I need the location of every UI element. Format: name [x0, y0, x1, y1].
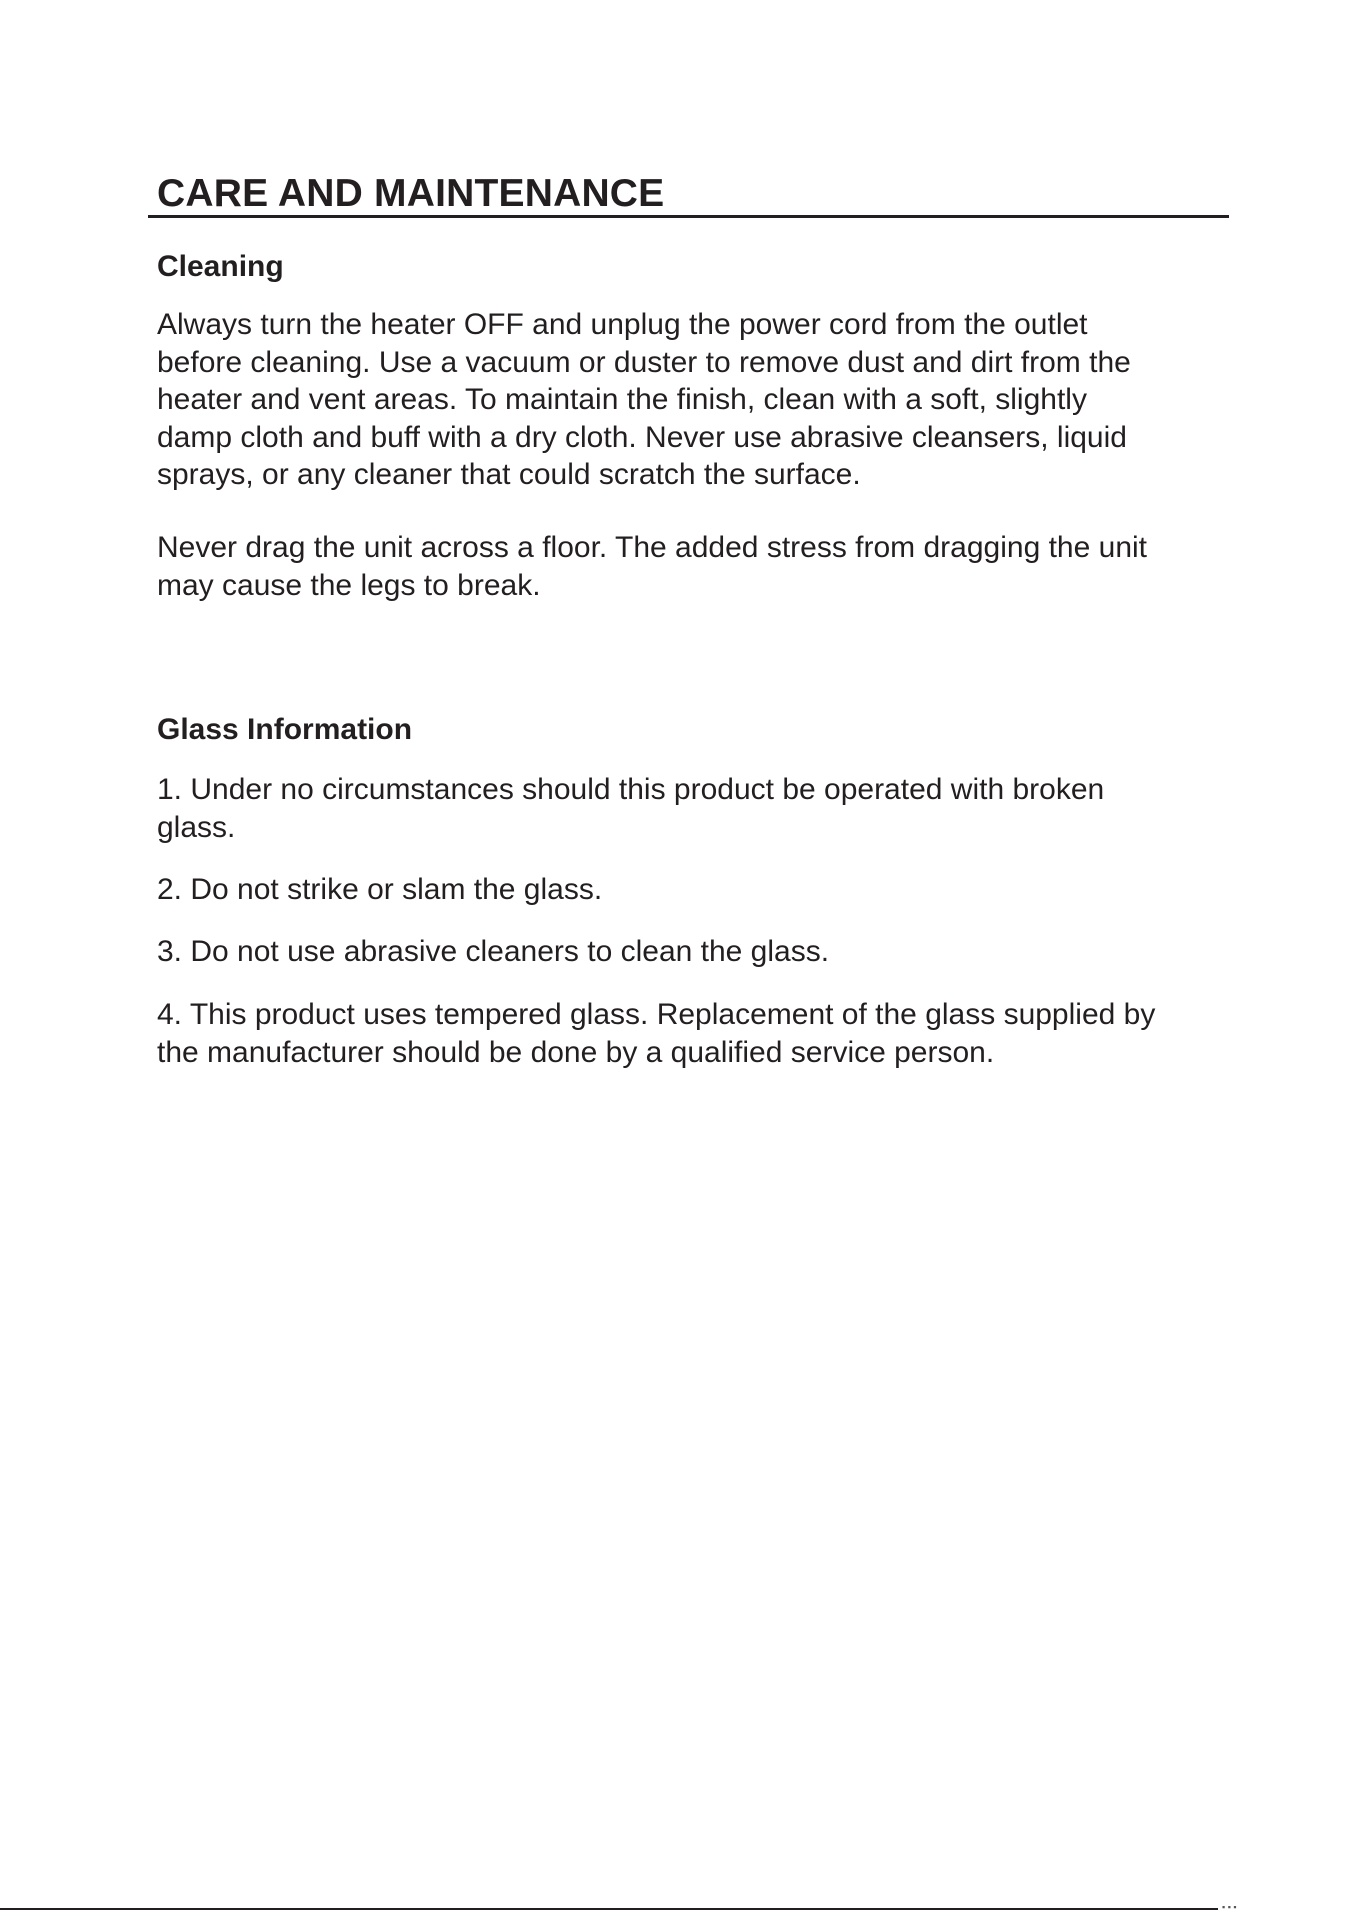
- text-line: before cleaning. Use a vacuum or duster to remove dust and dirt from the: [157, 345, 1131, 379]
- text-line: Always turn the heater OFF and unplug the power cord from the outlet: [157, 308, 1088, 341]
- footer-mark: ▪ ▪ ▪: [1222, 1902, 1237, 1912]
- glass-item-1: [157, 771, 1232, 846]
- cleaning-heading: Cleaning: [157, 250, 284, 283]
- text-line: heater and vent areas. To maintain the finish, clean with a soft, slightly: [157, 383, 1087, 416]
- text-line: the manufacturer should be done by a qualified service person.: [157, 1035, 995, 1069]
- page-title: CARE AND MAINTENANCE: [157, 172, 665, 215]
- glass-information-heading: Glass Information: [157, 713, 413, 746]
- text-line: 3. Do not use abrasive cleaners to clean the glass.: [157, 935, 830, 968]
- glass-item-4: [157, 996, 1232, 1071]
- text-line: 4. This product uses tempered glass. Replacement of the glass supplied by: [157, 998, 1156, 1031]
- text-line: glass.: [157, 810, 236, 844]
- text-line: sprays, or any cleaner that could scratch the surface.: [157, 458, 861, 491]
- text-line: 1. Under no circumstances should this product be operated with broken: [157, 773, 1105, 806]
- text-line: damp cloth and buff with a dry cloth. Never use abrasive cleansers, liquid: [157, 420, 1127, 454]
- cleaning-paragraph-2: [157, 529, 1232, 604]
- glass-item-3: [157, 933, 1232, 971]
- cleaning-paragraph-1: [157, 306, 1232, 494]
- text-line: Never drag the unit across a floor. The added stress from dragging the unit: [157, 531, 1147, 564]
- text-line: may cause the legs to break.: [157, 568, 541, 602]
- title-underline: [148, 215, 1229, 218]
- text-line: 2. Do not strike or slam the glass.: [157, 873, 603, 906]
- glass-item-2: [157, 871, 1232, 909]
- footer-rule: [0, 1908, 1218, 1910]
